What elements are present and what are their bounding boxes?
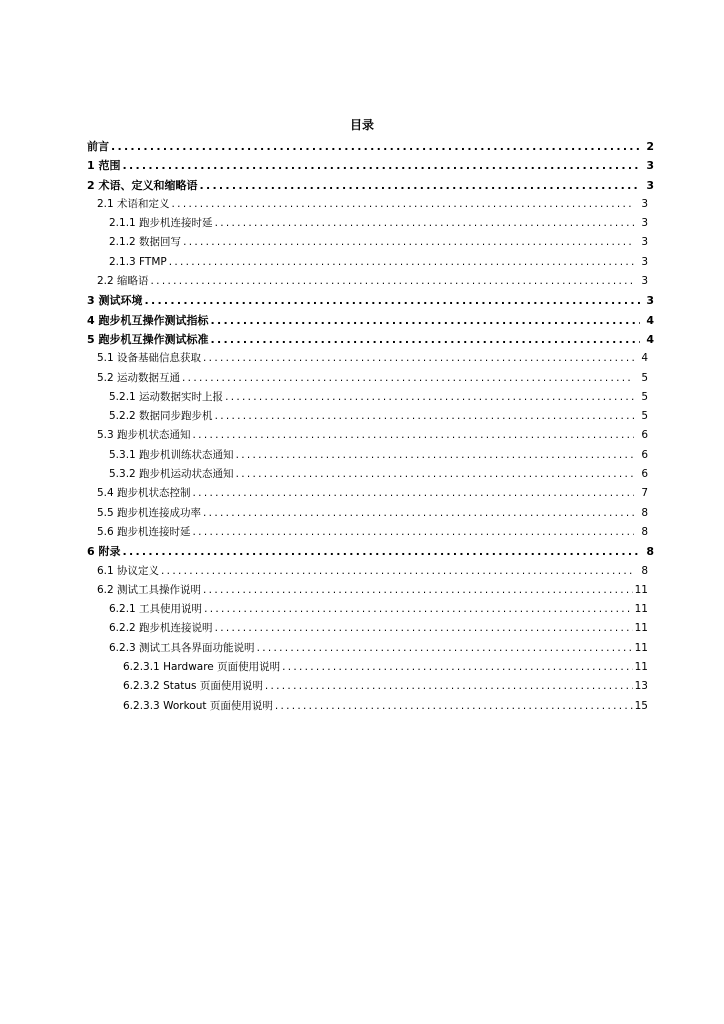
toc-entry-label: 6 附录 — [87, 545, 121, 559]
toc-entry-label: 5 跑步机互操作测试标准 — [87, 332, 209, 346]
toc-dot-leader — [172, 195, 634, 214]
toc-entry[interactable] — [87, 137, 654, 156]
toc-entry[interactable] — [87, 523, 654, 542]
toc-entry-page: 4 — [646, 313, 654, 327]
toc-dot-leader — [210, 330, 640, 349]
toc-entry[interactable] — [87, 291, 654, 310]
toc-entry-label: 前言 — [87, 140, 109, 153]
toc-dot-leader — [236, 446, 634, 465]
toc-entry-page: 15 — [634, 699, 648, 712]
toc-entry[interactable] — [87, 658, 654, 677]
toc-dot-leader — [169, 253, 634, 272]
toc-dot-leader — [275, 697, 633, 716]
toc-dot-leader — [161, 562, 634, 581]
toc-entry-page: 5 — [641, 410, 648, 423]
toc-dot-leader — [282, 658, 633, 677]
toc-entry-label: 5.5 跑步机连接成功率 — [97, 506, 202, 519]
toc-entry[interactable] — [87, 156, 654, 175]
toc-entry-label: 5.3.2 跑步机运动状态通知 — [109, 468, 234, 481]
toc-entry-page: 4 — [641, 352, 648, 365]
toc-entry-label: 2.2 缩略语 — [97, 275, 149, 288]
toc-entry-label: 6.1 协议定义 — [97, 564, 160, 577]
toc-entry[interactable] — [87, 214, 654, 233]
toc-entry-page: 6 — [641, 429, 648, 442]
toc-entry-page: 2 — [646, 140, 654, 153]
toc-entry[interactable] — [87, 562, 654, 581]
toc-entry-label: 3 测试环境 — [87, 294, 143, 308]
toc-dot-leader — [215, 407, 634, 426]
toc-dot-leader — [204, 600, 633, 619]
toc-entry-page: 3 — [646, 159, 654, 173]
toc-entry-page: 5 — [641, 371, 648, 384]
toc-dot-leader — [182, 369, 634, 388]
toc-entry-label: 6.2.2 跑步机连接说明 — [109, 622, 213, 635]
toc-dot-leader — [111, 137, 640, 156]
toc-entry-label: 5.2.1 运动数据实时上报 — [109, 390, 224, 403]
toc-entry[interactable] — [87, 542, 654, 561]
toc-entry-page: 3 — [646, 178, 654, 192]
toc-entry[interactable] — [87, 600, 654, 619]
toc-dot-leader — [183, 233, 634, 252]
toc-entry[interactable] — [87, 484, 654, 503]
toc-dot-leader — [193, 523, 634, 542]
toc-entry-page: 4 — [646, 332, 654, 346]
toc-dot-leader — [144, 291, 640, 310]
toc-entry-page: 3 — [641, 236, 648, 249]
toc-entry-label: 6.2.3 测试工具各界面功能说明 — [109, 641, 255, 654]
toc-entry-page: 11 — [634, 603, 648, 616]
toc-entry-page: 8 — [641, 564, 648, 577]
toc-entry[interactable] — [87, 233, 654, 252]
toc-entry[interactable] — [87, 388, 654, 407]
toc-dot-leader — [203, 504, 634, 523]
toc-dot-leader — [257, 639, 633, 658]
toc-entry-label: 2.1 术语和定义 — [97, 197, 170, 210]
toc-entry[interactable] — [87, 311, 654, 330]
toc-entry-label: 6.2.1 工具使用说明 — [109, 603, 203, 616]
toc-entry-label: 5.3 跑步机状态通知 — [97, 429, 191, 442]
toc-entry[interactable] — [87, 639, 654, 658]
toc-entry-label: 2.1.2 数据回写 — [109, 236, 182, 249]
toc-entry-page: 3 — [641, 255, 648, 268]
toc-entry-page: 6 — [641, 448, 648, 461]
toc-entry[interactable] — [87, 407, 654, 426]
toc-dot-leader — [210, 311, 640, 330]
toc-entry[interactable] — [87, 330, 654, 349]
toc-entry-label: 5.4 跑步机状态控制 — [97, 487, 191, 500]
toc-dot-leader — [236, 465, 634, 484]
toc-dot-leader — [151, 272, 634, 291]
toc-entry-page: 13 — [634, 680, 648, 693]
toc-entry-page: 6 — [641, 468, 648, 481]
table-of-contents — [87, 137, 654, 716]
toc-entry[interactable] — [87, 619, 654, 638]
toc-entry[interactable] — [87, 272, 654, 291]
toc-entry-label: 5.2.2 数据同步跑步机 — [109, 410, 213, 423]
toc-entry[interactable] — [87, 465, 654, 484]
toc-entry-label: 5.6 跑步机连接时延 — [97, 525, 191, 538]
toc-entry[interactable] — [87, 176, 654, 195]
toc-entry[interactable] — [87, 349, 654, 368]
toc-entry[interactable] — [87, 581, 654, 600]
toc-entry-page: 11 — [634, 641, 648, 654]
toc-dot-leader — [265, 677, 633, 696]
toc-dot-leader — [122, 156, 640, 175]
toc-entry-label: 5.1 设备基础信息获取 — [97, 352, 202, 365]
toc-entry-page: 3 — [641, 217, 648, 230]
toc-dot-leader — [215, 214, 634, 233]
toc-entry-label: 1 范围 — [87, 159, 121, 173]
toc-dot-leader — [203, 349, 634, 368]
toc-entry-label: 5.2 运动数据互通 — [97, 371, 181, 384]
toc-entry-page: 8 — [641, 525, 648, 538]
toc-entry-page: 11 — [634, 661, 648, 674]
toc-entry-label: 2.1.1 跑步机连接时延 — [109, 217, 213, 230]
toc-entry-page: 7 — [641, 487, 648, 500]
toc-entry-page: 11 — [634, 622, 648, 635]
toc-entry[interactable] — [87, 697, 654, 716]
toc-entry-page: 11 — [634, 583, 648, 596]
toc-entry-label: 4 跑步机互操作测试指标 — [87, 313, 209, 327]
toc-dot-leader — [203, 581, 633, 600]
toc-dot-leader — [122, 542, 640, 561]
toc-entry-page: 5 — [641, 390, 648, 403]
toc-entry[interactable] — [87, 253, 654, 272]
toc-entry-label: 6.2 测试工具操作说明 — [97, 583, 202, 596]
toc-dot-leader — [193, 426, 634, 445]
toc-dot-leader — [215, 619, 633, 638]
toc-title: 目录 — [349, 118, 374, 132]
toc-entry[interactable] — [87, 677, 654, 696]
toc-entry-label: 6.2.3.2 Status 页面使用说明 — [123, 680, 263, 693]
toc-entry[interactable] — [87, 369, 654, 388]
toc-dot-leader — [199, 176, 640, 195]
toc-entry-page: 8 — [641, 506, 648, 519]
toc-entry-label: 6.2.3.3 Workout 页面使用说明 — [123, 699, 273, 712]
toc-entry-label: 2 术语、定义和缩略语 — [87, 178, 198, 192]
toc-dot-leader — [225, 388, 634, 407]
toc-entry[interactable] — [87, 504, 654, 523]
toc-entry-page: 3 — [641, 197, 648, 210]
toc-entry[interactable] — [87, 195, 654, 214]
toc-entry-label: 5.3.1 跑步机训练状态通知 — [109, 448, 234, 461]
toc-entry-page: 3 — [641, 275, 648, 288]
toc-entry[interactable] — [87, 426, 654, 445]
toc-entry-page: 8 — [646, 545, 654, 559]
toc-entry-label: 2.1.3 FTMP — [109, 255, 167, 268]
toc-entry-label: 6.2.3.1 Hardware 页面使用说明 — [123, 661, 281, 674]
toc-entry-page: 3 — [646, 294, 654, 308]
toc-dot-leader — [193, 484, 634, 503]
toc-entry[interactable] — [87, 446, 654, 465]
